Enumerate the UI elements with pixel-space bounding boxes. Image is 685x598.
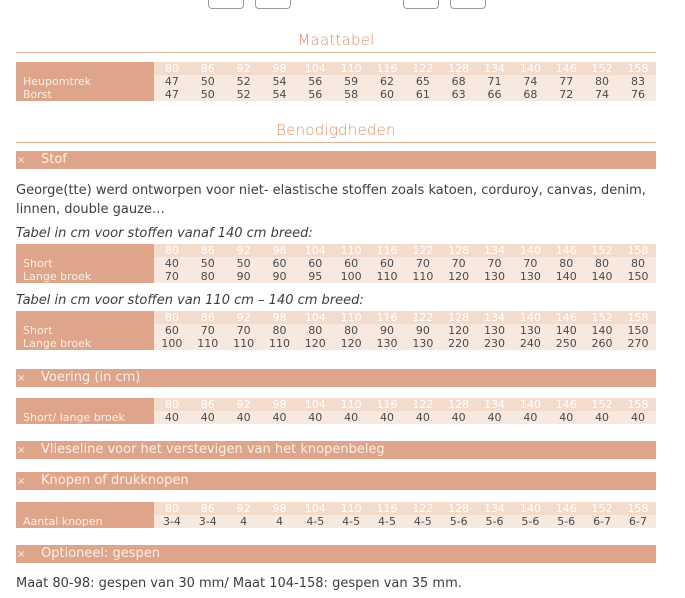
gespen-note: Maat 80-98: gespen van 30 mm/ Maat 104-158: gespen van 35 mm. xyxy=(16,576,462,591)
table-cell: 80 xyxy=(333,324,369,337)
table-cell: 260 xyxy=(584,337,620,350)
table-cell: 40 xyxy=(297,411,333,424)
header-label-cell xyxy=(16,244,154,257)
table-cell: 66 xyxy=(477,88,513,101)
optioneel-label: Optioneel: gespen xyxy=(41,546,161,561)
size-header-cell: 128 xyxy=(441,62,477,75)
size-header-cell: 146 xyxy=(548,502,584,515)
size-header-cell: 86 xyxy=(190,398,226,411)
table-cell: 270 xyxy=(620,337,656,350)
table-cell: 50 xyxy=(190,88,226,101)
size-header-cell: 80 xyxy=(154,244,190,257)
row-label: Short xyxy=(16,324,154,337)
size-header-cell: 80 xyxy=(154,398,190,411)
table-cell: 90 xyxy=(369,324,405,337)
stof-section-bar xyxy=(16,151,656,169)
row-label: Borst xyxy=(16,88,154,101)
size-header-cell: 86 xyxy=(190,244,226,257)
table-cell: 130 xyxy=(477,270,513,283)
table-cell: 100 xyxy=(154,337,190,350)
size-header-cell: 86 xyxy=(190,311,226,324)
pattern-piece-icon xyxy=(450,0,486,9)
table-cell: 63 xyxy=(441,88,477,101)
size-header-cell: 122 xyxy=(405,502,441,515)
size-header-cell: 152 xyxy=(584,62,620,75)
table-cell: 4-5 xyxy=(333,515,369,528)
size-header-cell: 158 xyxy=(620,244,656,257)
table-cell: 52 xyxy=(226,75,262,88)
size-header-cell: 128 xyxy=(441,311,477,324)
table-row xyxy=(16,270,656,283)
benodigdheden-title: Benodigdheden xyxy=(276,121,396,139)
table-cell: 61 xyxy=(405,88,441,101)
size-header-cell: 98 xyxy=(262,62,298,75)
table-cell: 40 xyxy=(620,411,656,424)
bullet-icon: × xyxy=(17,445,26,456)
table-cell: 110 xyxy=(190,337,226,350)
table-cell: 52 xyxy=(226,88,262,101)
size-header-cell: 146 xyxy=(548,244,584,257)
table-cell: 80 xyxy=(620,257,656,270)
table-cell: 130 xyxy=(512,270,548,283)
table-row xyxy=(16,75,656,88)
size-header-cell: 110 xyxy=(333,311,369,324)
size-header-cell: 92 xyxy=(226,62,262,75)
table-cell: 74 xyxy=(512,75,548,88)
header-label-cell xyxy=(16,311,154,324)
size-header-cell: 122 xyxy=(405,62,441,75)
table-row xyxy=(16,88,656,101)
vlieseline-section-bar xyxy=(16,441,656,459)
size-header-cell: 104 xyxy=(297,244,333,257)
size-header-cell: 140 xyxy=(512,244,548,257)
knopen-section-bar xyxy=(16,472,656,490)
table-cell: 5-6 xyxy=(512,515,548,528)
divider xyxy=(16,142,656,143)
table-cell: 140 xyxy=(548,324,584,337)
table-cell: 50 xyxy=(190,257,226,270)
table-cell: 110 xyxy=(226,337,262,350)
table-row xyxy=(16,337,656,350)
stof-description: George(tte) werd ontworpen voor niet- elastische stoffen zoals katoen, corduroy, canvas, denim, linnen, double gauze… xyxy=(16,183,646,217)
table-cell: 70 xyxy=(226,324,262,337)
table-cell: 70 xyxy=(405,257,441,270)
table-cell: 80 xyxy=(584,257,620,270)
bullet-icon: × xyxy=(17,155,26,166)
table-cell: 40 xyxy=(477,411,513,424)
voering-table xyxy=(16,398,656,424)
table-cell: 68 xyxy=(512,88,548,101)
table-cell: 50 xyxy=(226,257,262,270)
table-cell: 4-5 xyxy=(405,515,441,528)
pattern-piece-icon xyxy=(403,0,439,9)
table-cell: 70 xyxy=(441,257,477,270)
table-cell: 40 xyxy=(154,257,190,270)
voering-section-bar xyxy=(16,369,656,387)
stof-table1-caption: Tabel in cm voor stoffen vanaf 140 cm breed: xyxy=(16,226,313,241)
maattabel-title: Maattabel xyxy=(297,31,375,49)
table-cell: 65 xyxy=(405,75,441,88)
table-cell: 60 xyxy=(369,257,405,270)
size-header-cell: 116 xyxy=(369,398,405,411)
table-cell: 3-4 xyxy=(190,515,226,528)
table-cell: 40 xyxy=(262,411,298,424)
size-header-cell: 128 xyxy=(441,502,477,515)
table-cell: 80 xyxy=(262,324,298,337)
table-cell: 80 xyxy=(297,324,333,337)
table-cell: 76 xyxy=(620,88,656,101)
size-header-cell: 122 xyxy=(405,311,441,324)
header-label-cell xyxy=(16,62,154,75)
row-label: Short xyxy=(16,257,154,270)
table-row xyxy=(16,324,656,337)
table-cell: 62 xyxy=(369,75,405,88)
table-cell: 40 xyxy=(584,411,620,424)
table-cell: 230 xyxy=(477,337,513,350)
size-header-cell: 80 xyxy=(154,62,190,75)
table-cell: 40 xyxy=(190,411,226,424)
size-header-cell: 158 xyxy=(620,502,656,515)
size-header-cell: 104 xyxy=(297,311,333,324)
size-header-cell: 146 xyxy=(548,311,584,324)
table-cell: 130 xyxy=(405,337,441,350)
size-header-cell: 134 xyxy=(477,311,513,324)
bullet-icon: × xyxy=(17,549,26,560)
table-row xyxy=(16,411,656,424)
table-cell: 130 xyxy=(477,324,513,337)
table-cell: 77 xyxy=(548,75,584,88)
table-cell: 5-6 xyxy=(548,515,584,528)
size-header-cell: 158 xyxy=(620,311,656,324)
table-cell: 54 xyxy=(262,88,298,101)
row-label: Aantal knopen xyxy=(16,515,154,528)
size-header-cell: 80 xyxy=(154,502,190,515)
size-header-cell: 152 xyxy=(584,244,620,257)
size-header-cell: 122 xyxy=(405,244,441,257)
header-label-cell xyxy=(16,502,154,515)
knopen-table xyxy=(16,502,656,528)
table-cell: 120 xyxy=(441,324,477,337)
size-header-cell: 128 xyxy=(441,398,477,411)
table-cell: 70 xyxy=(512,257,548,270)
size-header-row xyxy=(16,502,656,515)
table-cell: 74 xyxy=(584,88,620,101)
voering-label: Voering (in cm) xyxy=(41,370,141,385)
table-cell: 240 xyxy=(512,337,548,350)
table-cell: 4 xyxy=(226,515,262,528)
size-header-cell: 140 xyxy=(512,311,548,324)
table-cell: 70 xyxy=(190,324,226,337)
stof-table-140 xyxy=(16,244,656,283)
table-cell: 5-6 xyxy=(477,515,513,528)
table-cell: 80 xyxy=(190,270,226,283)
table-cell: 40 xyxy=(333,411,369,424)
table-cell: 95 xyxy=(297,270,333,283)
size-header-cell: 104 xyxy=(297,502,333,515)
size-header-cell: 122 xyxy=(405,398,441,411)
table-cell: 60 xyxy=(154,324,190,337)
table-cell: 150 xyxy=(620,270,656,283)
size-header-cell: 140 xyxy=(512,502,548,515)
table-cell: 56 xyxy=(297,88,333,101)
size-header-cell: 134 xyxy=(477,62,513,75)
table-cell: 140 xyxy=(584,270,620,283)
size-header-cell: 140 xyxy=(512,398,548,411)
size-header-cell: 152 xyxy=(584,398,620,411)
maattabel-table xyxy=(16,62,656,101)
table-cell: 140 xyxy=(548,270,584,283)
pattern-piece-icon xyxy=(208,0,244,9)
size-header-cell: 134 xyxy=(477,398,513,411)
size-header-cell: 92 xyxy=(226,502,262,515)
table-cell: 110 xyxy=(262,337,298,350)
size-header-cell: 134 xyxy=(477,502,513,515)
table-cell: 130 xyxy=(369,337,405,350)
optioneel-section-bar xyxy=(16,545,656,563)
vlieseline-label: Vlieseline voor het verstevigen van het knopenbeleg xyxy=(41,442,385,457)
table-cell: 80 xyxy=(548,257,584,270)
size-header-cell: 110 xyxy=(333,398,369,411)
size-header-cell: 116 xyxy=(369,62,405,75)
size-header-cell: 158 xyxy=(620,398,656,411)
table-cell: 150 xyxy=(620,324,656,337)
size-header-cell: 152 xyxy=(584,311,620,324)
table-cell: 40 xyxy=(154,411,190,424)
size-header-cell: 158 xyxy=(620,62,656,75)
size-header-row xyxy=(16,311,656,324)
table-cell: 58 xyxy=(333,88,369,101)
size-header-cell: 98 xyxy=(262,502,298,515)
size-header-cell: 92 xyxy=(226,398,262,411)
table-cell: 54 xyxy=(262,75,298,88)
size-header-cell: 116 xyxy=(369,244,405,257)
table-cell: 4 xyxy=(262,515,298,528)
size-header-cell: 116 xyxy=(369,311,405,324)
table-cell: 40 xyxy=(548,411,584,424)
table-cell: 70 xyxy=(154,270,190,283)
row-label: Heupomtrek xyxy=(16,75,154,88)
stof-table-110-140 xyxy=(16,311,656,350)
size-header-cell: 86 xyxy=(190,502,226,515)
table-cell: 80 xyxy=(584,75,620,88)
size-header-cell: 110 xyxy=(333,62,369,75)
table-cell: 110 xyxy=(405,270,441,283)
size-header-row xyxy=(16,398,656,411)
size-header-cell: 92 xyxy=(226,311,262,324)
size-header-cell: 146 xyxy=(548,398,584,411)
size-header-cell: 146 xyxy=(548,62,584,75)
table-cell: 140 xyxy=(584,324,620,337)
table-cell: 60 xyxy=(297,257,333,270)
knopen-label: Knopen of drukknopen xyxy=(41,473,189,488)
table-cell: 4-5 xyxy=(297,515,333,528)
table-cell: 59 xyxy=(333,75,369,88)
size-header-cell: 116 xyxy=(369,502,405,515)
size-header-cell: 140 xyxy=(512,62,548,75)
size-header-cell: 80 xyxy=(154,311,190,324)
size-header-cell: 152 xyxy=(584,502,620,515)
table-cell: 3-4 xyxy=(154,515,190,528)
divider xyxy=(16,52,656,53)
size-header-cell: 104 xyxy=(297,398,333,411)
stof-label: Stof xyxy=(41,152,67,167)
table-cell: 47 xyxy=(154,75,190,88)
table-cell: 40 xyxy=(369,411,405,424)
table-cell: 130 xyxy=(512,324,548,337)
table-cell: 60 xyxy=(262,257,298,270)
table-cell: 250 xyxy=(548,337,584,350)
size-header-cell: 86 xyxy=(190,62,226,75)
table-cell: 40 xyxy=(226,411,262,424)
table-cell: 40 xyxy=(512,411,548,424)
table-cell: 120 xyxy=(333,337,369,350)
table-cell: 5-6 xyxy=(441,515,477,528)
table-cell: 60 xyxy=(333,257,369,270)
table-cell: 71 xyxy=(477,75,513,88)
table-cell: 120 xyxy=(297,337,333,350)
table-row xyxy=(16,515,656,528)
size-header-cell: 128 xyxy=(441,244,477,257)
table-cell: 68 xyxy=(441,75,477,88)
table-cell: 47 xyxy=(154,88,190,101)
size-header-cell: 104 xyxy=(297,62,333,75)
table-cell: 100 xyxy=(333,270,369,283)
table-cell: 60 xyxy=(369,88,405,101)
size-header-cell: 110 xyxy=(333,244,369,257)
table-cell: 72 xyxy=(548,88,584,101)
table-cell: 90 xyxy=(226,270,262,283)
table-cell: 6-7 xyxy=(584,515,620,528)
size-header-row xyxy=(16,244,656,257)
pattern-piece-icon xyxy=(255,0,291,9)
table-cell: 70 xyxy=(477,257,513,270)
table-cell: 120 xyxy=(441,270,477,283)
size-header-cell: 98 xyxy=(262,398,298,411)
table-cell: 40 xyxy=(405,411,441,424)
bullet-icon: × xyxy=(17,373,26,384)
size-header-cell: 92 xyxy=(226,244,262,257)
table-row xyxy=(16,257,656,270)
size-header-cell: 98 xyxy=(262,311,298,324)
row-label: Short/ lange broek xyxy=(16,411,154,424)
table-cell: 90 xyxy=(262,270,298,283)
stof-table2-caption: Tabel in cm voor stoffen van 110 cm – 140 cm breed: xyxy=(16,293,364,308)
table-cell: 220 xyxy=(441,337,477,350)
header-label-cell xyxy=(16,398,154,411)
table-cell: 110 xyxy=(369,270,405,283)
table-cell: 6-7 xyxy=(620,515,656,528)
row-label: Lange broek xyxy=(16,337,154,350)
size-header-cell: 98 xyxy=(262,244,298,257)
size-header-row xyxy=(16,62,656,75)
table-cell: 90 xyxy=(405,324,441,337)
table-cell: 56 xyxy=(297,75,333,88)
table-cell: 83 xyxy=(620,75,656,88)
row-label: Lange broek xyxy=(16,270,154,283)
size-header-cell: 134 xyxy=(477,244,513,257)
table-cell: 40 xyxy=(441,411,477,424)
bullet-icon: × xyxy=(17,476,26,487)
table-cell: 4-5 xyxy=(369,515,405,528)
table-cell: 50 xyxy=(190,75,226,88)
size-header-cell: 110 xyxy=(333,502,369,515)
